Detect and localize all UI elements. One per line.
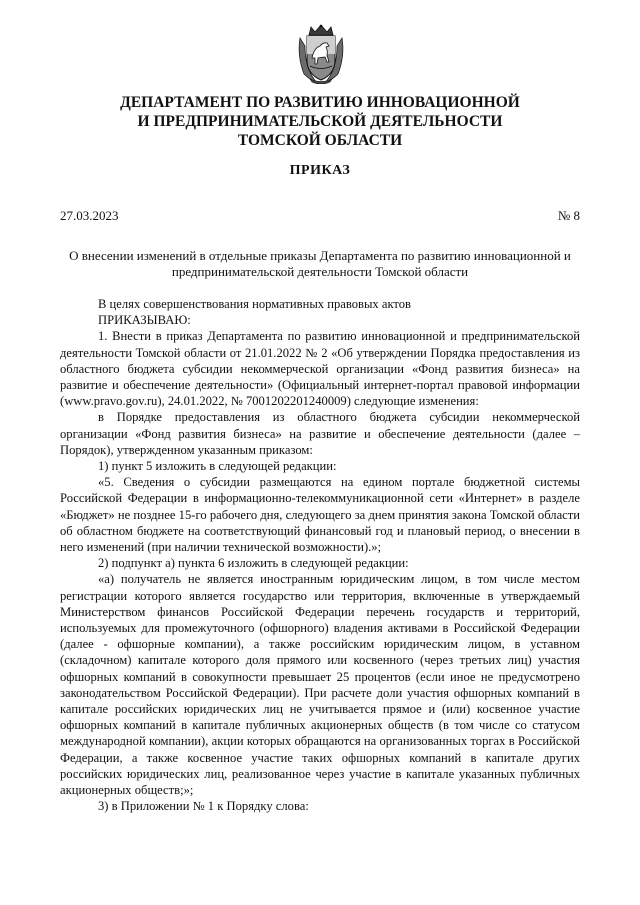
body-paragraph: «5. Сведения о субсидии размещаются на едином портале бюджетной системы Российской Федерации в информационно-телекоммуникационной сети «Интернет» в разделе «Бюджет» не позднее 15-го рабочего дня, следующего за днем принятия закона Томской области об областном бюджете на соответствующий финансовый год и плановый период, о внесении в него изменений (при наличии технической возможности).»; [60,475,580,555]
body-paragraph: 1) пункт 5 изложить в следующей редакции: [98,459,337,474]
department-name [60,93,580,150]
document-body [60,296,580,815]
body-paragraph: ПРИКАЗЫВАЮ: [98,313,191,328]
body-paragraph: 3) в Приложении № 1 к Порядку слова: [98,799,309,814]
tomsk-region-coat-of-arms-icon [296,24,346,84]
document-number: № 8 [557,208,580,223]
body-paragraph: «а) получатель не является иностранным юридическим лицом, в том числе местом регистрации которого является государство или территория, включенные в утверждаемый Министерством финансов Российской Федерации перечень государств и территорий, используемых для промежуточного (офшорного) владения активами в Российской Федерации (далее - офшорные компании), а также российским юридическим лицом, в уставном (складочном) капитале которого доля прямого или косвенного (через третьих лиц) участия офшорных компаний в совокупности превышает 25 процентов (если иное не предусмотрено законодательством Российской Федерации). При расчете доли участия офшорных компаний в капитале российских юридических лиц не учитывается прямое и (или) косвенное участие офшорных компаний в капитале публичных акционерных обществ (в том числе со статусом международной компании), акции которых обращаются на организованных торгах в Российской Федерации, а также косвенное участие таких офшорных компаний в капитале других российских юридических лиц, реализованное через участие в капитале указанных публичных акционерных обществ;»; [60,572,580,798]
body-paragraph: 2) подпункт а) пункта 6 изложить в следующей редакции: [98,556,409,571]
department-line: ДЕПАРТАМЕНТ ПО РАЗВИТИЮ ИННОВАЦИОННОЙ [120,94,520,111]
department-line: И ПРЕДПРИНИМАТЕЛЬСКОЙ ДЕЯТЕЛЬНОСТИ [137,113,503,130]
document-type: ПРИКАЗ [289,163,351,178]
body-paragraph: в Порядке предоставления из областного бюджета субсидии некоммерческой организации «Фонд развития бизнеса» на развитие и обеспечение деятельности (далее – Порядок), утвержденном указанным приказом: [60,410,580,457]
body-paragraph: 1. Внести в приказ Департамента по развитию инновационной и предпринимательской деятельности Томской области от 21.01.2022 № 2 «Об утверждении Порядка предоставления из областного бюджета субсидии некоммерческой организации «Фонд развития бизнеса» на развитие и обеспечение деятельности» (Официальный интернет-портал правовой информации (www.pravo.gov.ru), 24.01.2022, № 7001202201240009) следующие изменения: [60,329,580,409]
body-paragraph: В целях совершенствования нормативных правовых актов [98,297,411,311]
document-subject: О внесении изменений в отдельные приказы Департамента по развитию инновационной и предпринимательской деятельности Томской области [69,248,571,279]
document-date: 27.03.2023 [60,208,119,223]
department-line: ТОМСКОЙ ОБЛАСТИ [237,132,403,149]
